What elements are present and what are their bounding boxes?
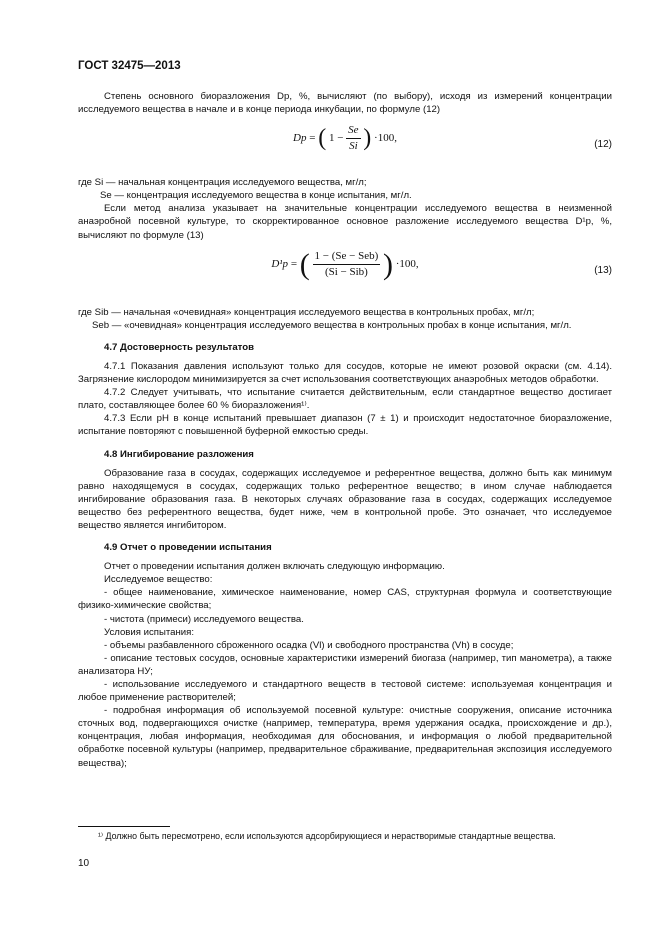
where-se: Se — концентрация исследуемого вещества в конце испытания, мг/л.	[100, 190, 412, 202]
intro-paragraph: Степень основного биоразложения Dp, %, вычисляют (по выбору), исходя из измерений концентрации исследуемого вещества в начале и в конце периода инкубации, по формуле (12)	[78, 91, 612, 116]
report-line: Отчет о проведении испытания должен включать следующую информацию.	[104, 561, 445, 573]
footnote-divider	[78, 826, 170, 827]
section-4-7-title: 4.7 Достоверность результатов	[104, 341, 254, 353]
formula-12-numerator: Se	[346, 124, 360, 139]
formula-12-close-paren: )	[363, 125, 372, 152]
formula-12-one-minus: 1 −	[328, 132, 344, 145]
formula-13-expression	[78, 247, 612, 281]
formula-12-lhs: Dp	[293, 132, 307, 145]
report-line: Исследуемое вещество:	[104, 574, 213, 586]
section-4-9-title: 4.9 Отчет о проведении испытания	[104, 542, 272, 554]
formula-13-number: (13)	[594, 264, 612, 276]
formula-13-sign: =	[290, 257, 298, 270]
formula-12-fraction	[346, 124, 360, 153]
formula-13-close-paren: )	[383, 247, 394, 281]
formula-12-denominator: Si	[349, 140, 358, 153]
formula-12-open-paren: (	[318, 125, 327, 152]
report-line: - использование исследуемого и стандартного веществ в тестовой системе: используемая концентрация и любое применение растворителей;	[78, 679, 612, 704]
section-4-8-paragraph: Образование газа в сосудах, содержащих исследуемое и референтное вещества, должно быть как минимум равно находящемуся в сосудах, содержащих только референтное вещество; в ином случае наблюдается ингибирование образования газа. В некоторых случаях образование газа в сосудах, содержащих исследуемое вещество без референтного вещества, будет ниже, чем в контрольной пробе. Это означает, что исследуемое вещество является ингибитором.	[78, 467, 612, 531]
section-4-7-3: 4.7.3 Если pH в конце испытаний превышает диапазон (7 ± 1) и происходит недостаточное биоразложение, испытание повторяют с повышенной буферной емкостью среды.	[78, 413, 612, 438]
formula-13-fraction	[313, 250, 381, 279]
section-4-7-2: 4.7.2 Следует учитывать, что испытание считается действительным, если стандартное вещество достигает плато, составляющее более 60 % биоразложения¹⁾.	[78, 387, 612, 412]
formula-12-tail: ·100,	[374, 132, 397, 145]
section-4-7-1: 4.7.1 Показания давления используют только для сосудов, которые не имеют розовой окраски (см. 4.14). Загрязнение кислородом минимизируется за счет использования соответствующих анаэробных методов обработки.	[78, 360, 612, 386]
report-line: - общее наименование, химическое наименование, номер CAS, структурная формула и соответствующие физико-химические свойства;	[78, 587, 612, 612]
formula-13-denominator: (Si − Sib)	[324, 265, 368, 278]
formula-13-open-paren: (	[299, 247, 310, 281]
report-line: - объемы разбавленного сброженного осадка (Vl) и свободного пространства (Vh) в сосуде;	[104, 639, 514, 651]
formula-13-numerator: 1 − (Se − Seb)	[313, 250, 381, 265]
page-content	[78, 90, 612, 770]
section-4-8-title: 4.8 Ингибирование разложения	[104, 448, 254, 460]
formula-12	[78, 124, 612, 168]
report-line: - описание тестовых сосудов, основные характеристики измерений биогаза (например, тип манометра), а также анализатора НУ;	[78, 652, 612, 677]
report-line: Условия испытания:	[104, 626, 194, 638]
standard-header: ГОСТ 32475—2013	[78, 60, 181, 72]
where-seb: Seb — «очевидная» концентрация исследуемого вещества в контрольных пробах в конце испытания, мг/л.	[92, 319, 572, 331]
formula-13-tail: ·100,	[395, 257, 419, 270]
page-number: 10	[78, 858, 90, 869]
report-line: - чистота (примеси) исследуемого вещества.	[104, 613, 304, 625]
where-si: где Si — начальная концентрация исследуемого вещества, мг/л;	[78, 177, 367, 189]
formula-13-lhs: D¹p	[271, 257, 289, 270]
formula-12-number: (12)	[594, 139, 612, 151]
where-sib: где Sib — начальная «очевидная» концентрация исследуемого вещества в контрольных пробах, мг/л;	[78, 306, 535, 318]
report-line: - подробная информация об используемой посевной культуре: очистные сооружения, описание источника сточных вод, подвергающихся очистке (например, температура, время удержания осадка, происхождение и др.), концентрация, любая информация, необходимая для обоснования, и информация о любой предварительной обработке посевной культуры (например, предварительное сбраживание, предварительная экспозиция исследуемого вещества);	[78, 705, 612, 769]
corrected-paragraph: Если метод анализа указывает на значительные концентрации исследуемого вещества в неизменной анаэробной посевной культуре, то скорректированное основное разложение исследуемого вещества D¹p, %, вычисляют по формуле (13)	[78, 203, 612, 241]
formula-12-expression	[78, 124, 612, 153]
formula-13	[78, 247, 612, 298]
footnote: ¹⁾ Должно быть пересмотрено, если используются адсорбирующиеся и нерастворимые стандартные вещества.	[98, 831, 556, 841]
formula-12-sign: =	[309, 132, 316, 145]
